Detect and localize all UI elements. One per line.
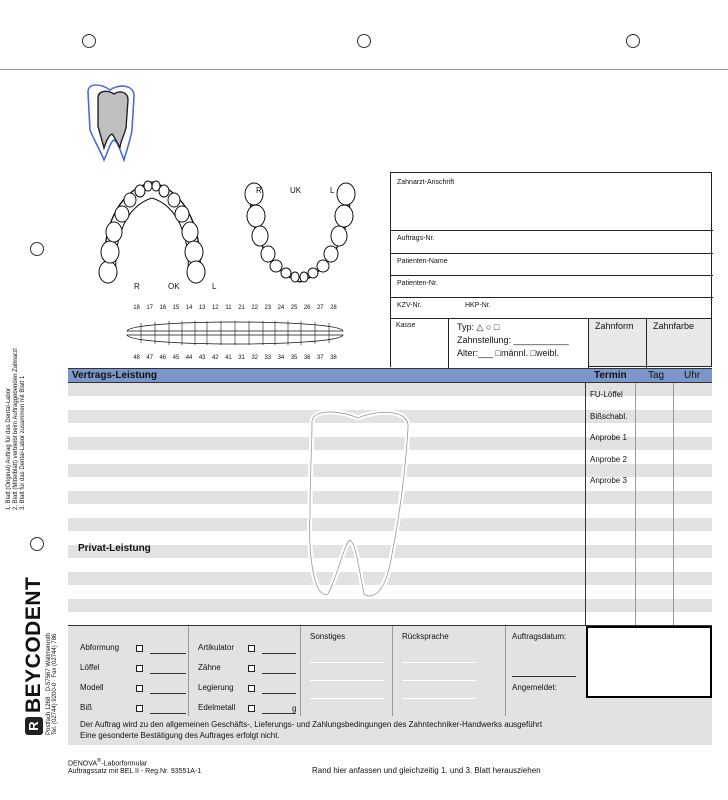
bottom-left-item-line[interactable]: [150, 713, 186, 714]
privat-leistung-label: Privat-Leistung: [78, 543, 151, 554]
zahnstellung-field[interactable]: Zahnstellung: ___________: [457, 335, 569, 345]
zahnfarbe-label: Zahnfarbe: [653, 321, 695, 331]
auftragsdatum-label: Auftragsdatum:: [512, 632, 567, 641]
patienten-nr-field[interactable]: [391, 275, 713, 297]
kzv-nr-field[interactable]: [391, 297, 713, 319]
vertrags-leistung-label: Vertrags-Leistung: [72, 370, 158, 381]
angemeldet-label: Angemeldet:: [512, 683, 557, 692]
bottom-left-item-checkbox[interactable]: [136, 685, 143, 692]
auftragsdatum-line[interactable]: [512, 676, 576, 677]
tooth-number-12: 12: [211, 305, 219, 311]
ruecksprache-line[interactable]: [402, 698, 476, 699]
square-icon[interactable]: □: [493, 322, 500, 332]
lower-quadrant-r: R: [134, 282, 140, 291]
tear-off-strip: [0, 0, 728, 70]
bottom-mid-item-line[interactable]: [262, 713, 296, 714]
tooth-number-38: 38: [330, 355, 337, 361]
side-note-2: 2. Blatt (Mittelblatt) verbleibt beim Auftraggebenden Zahnarzt: [13, 348, 19, 510]
alter-field[interactable]: Alter:___: [457, 348, 494, 358]
dental-chart-diagram: [90, 172, 385, 300]
maennl-label: männl.: [500, 348, 528, 358]
tooth-number-47: 47: [146, 355, 154, 361]
bottom-mid-item-line[interactable]: [262, 693, 296, 694]
maennl-checkbox[interactable]: □: [495, 348, 501, 358]
tooth-number-18: 18: [133, 305, 140, 311]
brand-logo-icon: R: [25, 717, 43, 735]
circle-icon[interactable]: ○: [485, 322, 492, 332]
tooth-number-34: 34: [277, 355, 285, 361]
bottom-left-item-checkbox[interactable]: [136, 665, 143, 672]
tooth-number-23: 23: [264, 305, 272, 311]
zahn-details-table: [390, 318, 712, 367]
zahnform-cell[interactable]: [589, 319, 647, 368]
sonstiges-line[interactable]: [310, 662, 384, 663]
conditions-line-1: Der Auftrag wird zu den allgemeinen Geschäfts-, Lieferungs- und Zahlungsbedingungen des Zahntechniker-Handwerks ausgeführt: [80, 720, 543, 729]
conditions-line-2: Eine gesonderte Bestätigung des Auftrages erfolgt nicht.: [80, 731, 280, 740]
tooth-number-44: 44: [185, 355, 193, 361]
auftrags-nr-field[interactable]: [391, 230, 713, 253]
tooth-number-36: 36: [303, 355, 311, 361]
side-note-1: 1. Blatt (Original) Auftrag für das Dental-Labor: [6, 387, 12, 510]
bottom-mid-item-label: Artikulator: [198, 643, 235, 652]
bottom-left-item-label: Modell: [80, 683, 104, 692]
termin-item[interactable]: Anprobe 1: [590, 433, 627, 442]
typ-label: Typ:: [457, 322, 475, 332]
tag-label: Tag: [648, 370, 665, 381]
stamp-box[interactable]: [586, 626, 712, 698]
punch-hole-side-bottom: [30, 537, 44, 551]
tooth-number-26: 26: [303, 305, 311, 311]
footer-instruction: Rand hier anfassen und gleichzeitig 1. und 3. Blatt herausziehen: [312, 766, 541, 775]
tooth-number-41: 41: [225, 355, 232, 361]
kzv-nr-label: KZV-Nr.: [397, 302, 422, 309]
zahnfarbe-cell[interactable]: [647, 319, 711, 368]
tooth-logo-icon: [80, 80, 140, 170]
ruecksprache-line[interactable]: [402, 680, 476, 681]
sonstiges-divider: [300, 626, 301, 716]
sonstiges-line[interactable]: [310, 680, 384, 681]
tooth-number-25: 25: [290, 305, 298, 311]
lower-quadrant-l: L: [212, 282, 217, 291]
product-mark: ®: [97, 758, 102, 764]
zahnarzt-anschrift-label: Zahnarzt-Anschrift: [397, 179, 455, 186]
upper-quadrant-r: R: [256, 186, 262, 195]
tooth-number-27: 27: [316, 305, 324, 311]
tooth-number-15: 15: [172, 305, 180, 311]
termin-item[interactable]: Anprobe 3: [590, 476, 627, 485]
bottom-left-item-label: Löffel: [80, 663, 100, 672]
gram-unit: g: [292, 704, 297, 713]
ruecksprache-divider: [392, 626, 393, 716]
kasse-label: Kasse: [396, 322, 416, 329]
side-note-3: 3. Blatt für das Dental-Labor zusammen mit Blatt 1: [20, 375, 26, 510]
brand-block: [22, 577, 58, 735]
punch-hole-side-top: [30, 242, 44, 256]
uhr-divider: [673, 383, 674, 625]
punch-hole-right: [626, 34, 640, 48]
tooth-numbers-bottom: [130, 355, 340, 365]
tooth-number-37: 37: [316, 355, 324, 361]
zahnform-label: Zahnform: [595, 321, 634, 331]
bottom-mid-item-checkbox[interactable]: [248, 685, 255, 692]
upper-quadrant-center: UK: [290, 186, 302, 195]
tooth-number-32: 32: [251, 355, 259, 361]
tooth-number-28: 28: [330, 305, 337, 311]
tooth-number-24: 24: [277, 305, 285, 311]
termin-item[interactable]: FU-Löffel: [590, 390, 623, 399]
product-name: DENOVA: [68, 760, 98, 768]
tooth-number-42: 42: [211, 355, 219, 361]
patienten-name-label: Patienten-Name: [397, 258, 448, 265]
uhr-label: Uhr: [684, 370, 701, 381]
bottom-mid-item-label: Legierung: [198, 683, 234, 692]
bottom-mid-item-label: Edelmetall: [198, 703, 236, 712]
termin-item[interactable]: Anprobe 2: [590, 454, 627, 464]
tooth-numbers-top: [130, 305, 340, 315]
sonstiges-line[interactable]: [310, 698, 384, 699]
kasse-cell[interactable]: [391, 319, 449, 368]
auftrags-nr-label: Auftrags-Nr.: [397, 235, 435, 242]
patienten-name-field[interactable]: [391, 253, 713, 275]
tooth-number-13: 13: [198, 305, 206, 311]
bottom-left-item-label: Biß: [80, 703, 92, 712]
termin-label: Termin: [594, 370, 627, 381]
ruecksprache-label: Rücksprache: [402, 632, 449, 641]
bottom-left-item-line[interactable]: [150, 653, 186, 654]
tooth-number-31: 31: [238, 355, 245, 361]
tooth-number-43: 43: [198, 355, 206, 361]
bottom-left-item-line[interactable]: [150, 693, 186, 694]
tooth-number-17: 17: [146, 305, 154, 311]
triangle-icon[interactable]: △: [476, 322, 484, 332]
bottom-mid-item-checkbox[interactable]: [248, 705, 255, 712]
weibl-label: weibl.: [535, 348, 559, 358]
tooth-number-33: 33: [264, 355, 272, 361]
punch-hole-left: [82, 34, 96, 48]
bottom-mid-item-checkbox[interactable]: [248, 645, 255, 652]
punch-hole-center: [357, 34, 371, 48]
vertrags-header: [68, 368, 712, 383]
tooth-number-48: 48: [133, 355, 140, 361]
tooth-watermark-icon: [300, 404, 418, 604]
bottom-mid-item-checkbox[interactable]: [248, 665, 255, 672]
tooth-number-46: 46: [159, 355, 167, 361]
footer-product: [68, 758, 147, 767]
brand-contact: Tel. (02744) 9200-0 · Fax (02744) 786: [52, 633, 58, 735]
bottom-mid-item-line[interactable]: [262, 653, 296, 654]
tag-divider: [635, 383, 636, 625]
bottom-mid-item-label: Zähne: [198, 663, 221, 672]
footer-reg: Auftragssatz mit BEL II - Reg.Nr. 93551A-1: [68, 768, 202, 775]
hkp-nr-label: HKP-Nr.: [465, 302, 491, 309]
bottom-left-item-checkbox[interactable]: [136, 705, 143, 712]
sonstiges-label: Sonstiges: [310, 632, 346, 641]
bottom-left-item-label: Abformung: [80, 643, 120, 652]
bottom-left-item-checkbox[interactable]: [136, 645, 143, 652]
bottom-mid-item-line[interactable]: [262, 673, 296, 674]
termin-item[interactable]: Bißschabl.: [590, 411, 628, 421]
leistung-row[interactable]: [68, 613, 712, 626]
tooth-number-16: 16: [159, 305, 167, 311]
lower-quadrant-center: OK: [168, 282, 180, 291]
typ-cell: [449, 319, 589, 368]
mid-divider: [188, 626, 189, 716]
auftragsdatum-divider: [505, 626, 506, 716]
product-suffix: -Laborformular: [101, 760, 148, 768]
tooth-number-35: 35: [290, 355, 298, 361]
termin-divider: [585, 383, 586, 625]
teeth-row-diagram: [125, 315, 345, 351]
patienten-nr-label: Patienten-Nr.: [397, 280, 438, 287]
tooth-number-11: 11: [225, 305, 232, 311]
upper-quadrant-l: L: [330, 186, 335, 195]
weibl-checkbox[interactable]: □: [530, 348, 536, 358]
ruecksprache-line[interactable]: [402, 662, 476, 663]
brand-name: BEYCODENT: [22, 576, 45, 713]
tooth-number-22: 22: [251, 305, 259, 311]
tooth-number-21: 21: [238, 305, 245, 311]
bottom-left-item-line[interactable]: [150, 673, 186, 674]
tooth-number-14: 14: [185, 305, 193, 311]
tooth-number-45: 45: [172, 355, 180, 361]
brand-address: Postfach 1268 · D-57567 Wallmenroth: [46, 633, 52, 735]
